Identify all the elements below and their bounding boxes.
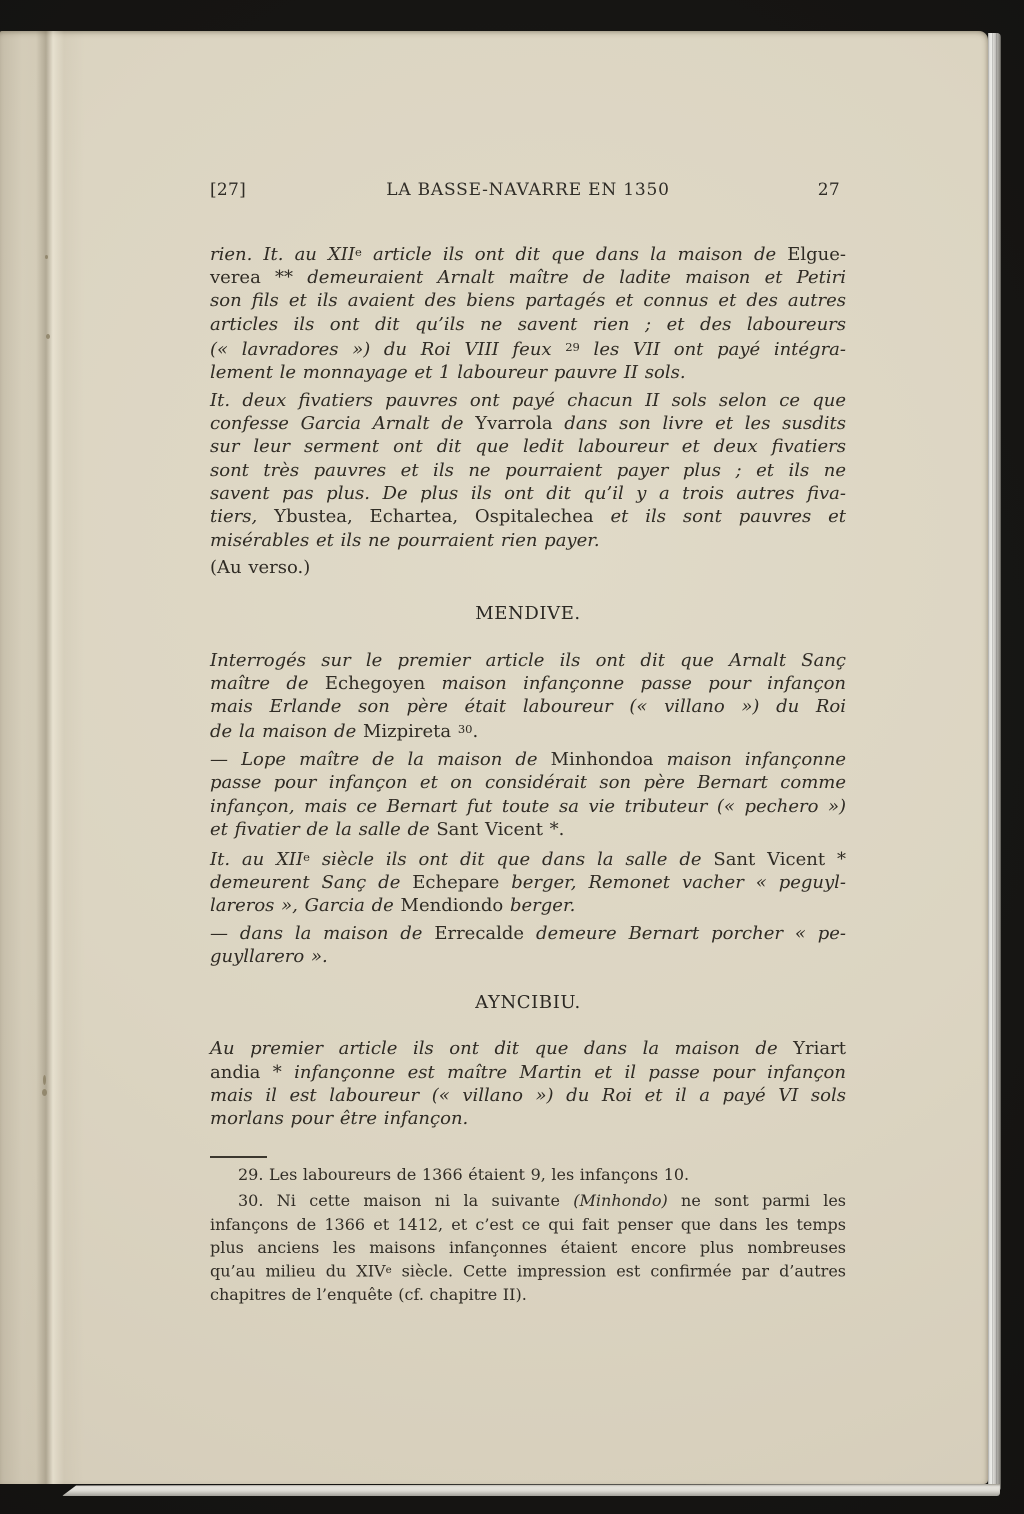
text-line: It. au XIIe siècle ils ont dit que dans la salle de Sant Vicent * (210, 848, 846, 870)
text-line: — Lope maître de la maison de Minhondoa maison infançonne (210, 749, 847, 771)
text-line: misérables et ils ne pourraient rien payer. (210, 529, 600, 551)
text-line: — dans la maison de Errecalde demeure Bernart porcher « pe- (210, 922, 846, 944)
text-line: et fivatier de la salle de Sant Vicent *. (210, 818, 565, 840)
text-line: mais Erlande son père était laboureur (« villano ») du Roi (210, 696, 846, 718)
page-fore-edge (988, 33, 1001, 1490)
text-line: tiers, Ybustea, Echartea, Ospitalechea et ils sont pauvres et (210, 506, 846, 528)
paragraph-mendive-errecalde (210, 922, 846, 969)
text-line: AYNCIBIU. (475, 992, 581, 1013)
text-line: andia * infançonne est maître Martin et il passe pour infançon (210, 1061, 846, 1083)
text-line: lareros », Garcia de Mendiondo berger. (210, 895, 576, 917)
text-line: 29. Les laboureurs de 1366 étaient 9, les infançons 10. (238, 1165, 690, 1184)
text-line: demeurent Sanç de Echepare berger, Remonet vacher « peguyl- (210, 871, 846, 893)
page-bottom-edge (62, 1484, 1000, 1496)
page-gutter-shadow (0, 31, 84, 1484)
running-title: LA BASSE-NAVARRE EN 1350 (386, 180, 670, 200)
text-line: verea ** demeuraient Arnalt maître de ladite maison et Petiri (210, 267, 846, 289)
text-line: savent pas plus. De plus ils ont dit qu’il y a trois autres fiva- (210, 483, 846, 505)
paragraph-mendive-echegoyen (210, 649, 846, 744)
text-line: infançons de 1366 et 1412, et c’est ce qui fait penser que dans les temps (210, 1214, 846, 1234)
text-line: sur leur serment ont dit que ledit laboureur et deux fivatiers (210, 436, 846, 458)
text-line: 30. Ni cette maison ni la suivante (Minhondo) ne sont parmi les (238, 1191, 846, 1211)
crease-mark (46, 334, 50, 339)
text-line: It. deux fivatiers pauvres ont payé chacun II sols selon ce que (210, 389, 846, 411)
text-line: qu’au milieu du XIVe siècle. Cette impression est confirmée par d’autres (210, 1261, 846, 1281)
crease-mark (42, 1089, 47, 1096)
footnote-30 (210, 1189, 846, 1306)
footnote-list (210, 1163, 846, 1306)
text-line: MENDIVE. (475, 603, 581, 625)
footnote-29 (210, 1163, 846, 1186)
crease-mark (45, 255, 48, 259)
paragraph-fivatiers (210, 389, 846, 552)
bracket-folio: [27] (210, 180, 247, 200)
crease-mark (43, 1075, 46, 1085)
au-verso-note (210, 556, 846, 579)
paragraph-mendive-lope (210, 748, 846, 841)
page-body (210, 241, 846, 1135)
text-line: Interrogés sur le premier article ils ont dit que Arnalt Sanç (210, 649, 846, 671)
text-line: (« lavradores ») du Roi VIII feux $^{29}$ les VII ont payé intégra- (210, 338, 846, 360)
text-line: son fils et ils avaient des biens partagés et connus et des autres (210, 290, 846, 312)
page-number: 27 (817, 180, 840, 200)
text-line: articles ils ont dit qu’ils ne savent rien ; et des laboureurs (210, 313, 846, 335)
text-line: Au premier article ils ont dit que dans la maison de Yriart (210, 1038, 846, 1060)
text-line: confesse Garcia Arnalt de Yvarrola dans son livre et les susdits (210, 413, 846, 435)
heading-mendive (210, 602, 846, 625)
text-line: guyllarero ». (210, 946, 328, 968)
paragraph-ayncibiu-yriart (210, 1037, 846, 1130)
text-line: lement le monnayage et 1 laboureur pauvre II sols. (210, 362, 686, 384)
footnotes (210, 1150, 846, 1309)
text-line: maître de Echegoyen maison infançonne passe pour infançon (210, 672, 846, 694)
heading-ayncibiu (210, 991, 846, 1014)
text-line: sont très pauvres et ils ne pourraient payer plus ; et ils ne (210, 459, 846, 481)
text-line: infançon, mais ce Bernart fut toute sa vie tributeur (« pechero ») (210, 795, 846, 817)
paragraph-mendive-sant-vicent (210, 846, 846, 918)
text-line: rien. It. au XIIe article ils ont dit que dans la maison de Elgue- (210, 243, 846, 265)
text-line: plus anciens les maisons infançonnes étaient encore plus nombreuses (210, 1237, 846, 1257)
text-line: morlans pour être infançon. (210, 1108, 469, 1130)
text-line: mais il est laboureur (« villano ») du Roi et il a payé VI sols (210, 1084, 846, 1106)
paragraph-elgueverea (210, 241, 846, 384)
text-line: de la maison de Mizpireta $^{30}$. (210, 721, 479, 743)
footnote-rule (210, 1156, 267, 1158)
text-line: chapitres de l’enquête (cf. chapitre II). (210, 1284, 527, 1304)
page-header (210, 180, 846, 204)
text-line: (Au verso.) (210, 557, 311, 579)
text-line: passe pour infançon et on considérait son père Bernart comme (210, 772, 846, 794)
